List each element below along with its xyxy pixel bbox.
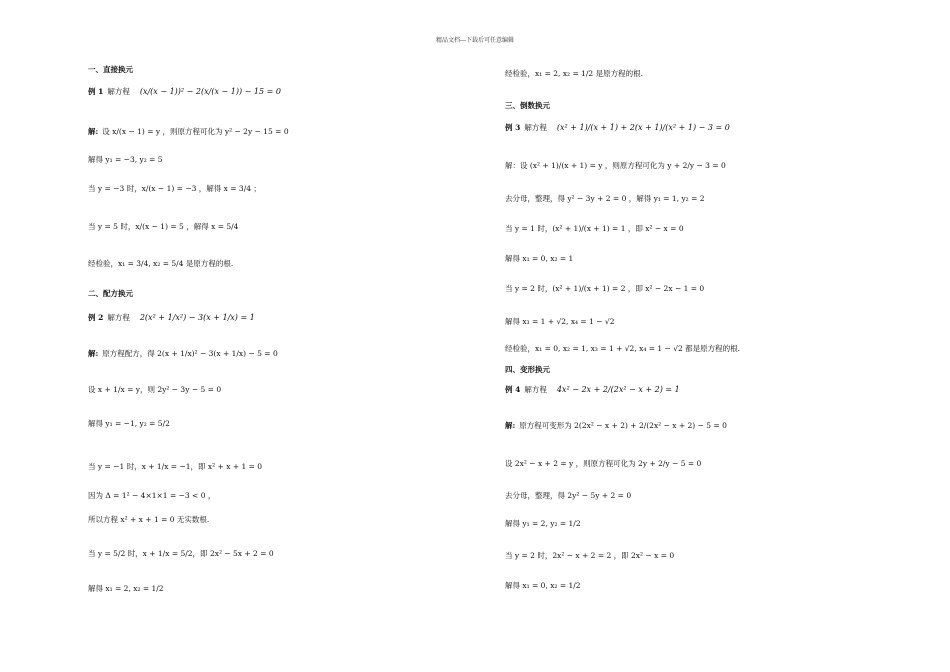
line-label: 例 4 bbox=[505, 385, 521, 395]
line-label: 解: bbox=[88, 349, 99, 358]
line-label: 解: bbox=[88, 127, 99, 136]
line-text: 当 y = 2 时，2x² − x + 2 = 2 ，即 2x² − x = 0 bbox=[505, 551, 675, 560]
solution-line bbox=[88, 223, 238, 231]
line-label: 例 3 bbox=[505, 123, 521, 133]
line-text: 原方程可变形为 2(2x² − x + 2) + 2/(2x² − x + 2) − 5 = 0 bbox=[519, 421, 727, 430]
solution-line bbox=[505, 460, 701, 468]
line-text: 所以方程 x² + x + 1 = 0 无实数根. bbox=[88, 515, 210, 524]
solution-line bbox=[88, 260, 233, 268]
line-text: 当 y = 1 时，(x² + 1)/(x + 1) = 1 ，即 x² − x = 0 bbox=[505, 224, 684, 233]
solution-line bbox=[88, 463, 262, 471]
example-line bbox=[88, 314, 258, 322]
equation: 4x² − 2x + 2/(2x² − x + 2) = 1 bbox=[556, 385, 680, 394]
solution-line bbox=[505, 70, 643, 78]
line-text: 当 y = −3 时，x/(x − 1) = −3 ，解得 x = 3/4 ； bbox=[88, 184, 261, 193]
line-label: 例 2 bbox=[88, 313, 104, 323]
section-heading bbox=[505, 366, 550, 374]
solution-line bbox=[88, 585, 164, 593]
section-heading bbox=[88, 66, 133, 74]
line-text: 解方程 bbox=[107, 87, 130, 97]
solution-line bbox=[88, 550, 274, 558]
line-text: 去分母，整理，得 2y² − 5y + 2 = 0 bbox=[505, 491, 632, 500]
line-text: 经检验，x₁ = 2, x₂ = 1/2 是原方程的根. bbox=[505, 69, 643, 78]
line-text: 解得 x₁ = 0, x₂ = 1 bbox=[505, 254, 574, 263]
line-text: 因为 Δ = 1² − 4×1×1 = −3 < 0 ， bbox=[88, 491, 216, 500]
example-line bbox=[505, 124, 733, 132]
solution-line bbox=[88, 156, 163, 164]
line-text: 解方程 bbox=[107, 313, 130, 323]
line-text: 当 y = 5/2 时，x + 1/x = 5/2，即 2x² − 5x + 2 = 0 bbox=[88, 549, 274, 558]
equation: (x² + 1)/(x + 1) + 2(x + 1)/(x² + 1) − 3 = 0 bbox=[556, 123, 730, 132]
solution-line bbox=[88, 492, 215, 500]
section-heading bbox=[505, 102, 550, 110]
solution-line bbox=[88, 386, 221, 394]
line-text: 三、倒数换元 bbox=[505, 101, 550, 110]
line-text: 解得 x₃ = 1 + √2, x₄ = 1 − √2 bbox=[505, 317, 615, 326]
line-label: 解: bbox=[505, 421, 516, 430]
line-text: 解得 x₁ = 0, x₂ = 1/2 bbox=[505, 581, 581, 590]
line-text: 一、直接换元 bbox=[88, 65, 133, 74]
solution-line bbox=[505, 345, 740, 353]
solution-line bbox=[505, 195, 705, 203]
line-text: 四、变形换元 bbox=[505, 365, 550, 374]
solution-line bbox=[505, 492, 631, 500]
example-line bbox=[88, 88, 284, 96]
solution-line bbox=[88, 350, 278, 358]
solution-line bbox=[505, 285, 704, 293]
solution-line bbox=[88, 128, 289, 136]
example-line bbox=[505, 386, 683, 394]
line-text: 解方程 bbox=[524, 123, 547, 133]
line-text: 去分母，整理，得 y² − 3y + 2 = 0 ，解得 y₁ = 1, y₂ = 2 bbox=[505, 194, 705, 203]
line-text: 解得 y₁ = −1, y₂ = 5/2 bbox=[88, 419, 170, 428]
line-text: 解得 y₁ = 2, y₂ = 1/2 bbox=[505, 519, 581, 528]
line-text: 二、配方换元 bbox=[88, 289, 133, 298]
solution-line bbox=[505, 520, 581, 528]
solution-line bbox=[88, 185, 261, 193]
solution-line bbox=[505, 422, 727, 430]
solution-line bbox=[505, 162, 726, 170]
solution-line bbox=[505, 552, 674, 560]
solution-line bbox=[505, 255, 573, 263]
line-label: 例 1 bbox=[88, 87, 104, 97]
line-text: 当 y = −1 时，x + 1/x = −1，即 x² + x + 1 = 0 bbox=[88, 462, 263, 471]
solution-line bbox=[505, 225, 684, 233]
section-heading bbox=[88, 290, 133, 298]
solution-line bbox=[88, 420, 170, 428]
solution-line bbox=[505, 582, 581, 590]
line-text: 经检验，x₁ = 0, x₂ = 1, x₃ = 1 + √2, x₄ = 1 − √2 都是原方程的根. bbox=[505, 344, 741, 353]
line-text: 设 x + 1/x = y，则 2y² − 3y − 5 = 0 bbox=[88, 385, 222, 394]
line-text: 解：设 (x² + 1)/(x + 1) = y ，则原方程可化为 y + 2/y − 3 = 0 bbox=[505, 161, 726, 170]
line-text: 经检验，x₁ = 3/4, x₂ = 5/4 是原方程的根. bbox=[88, 259, 234, 268]
solution-line bbox=[88, 516, 209, 524]
line-text: 设 x/(x − 1) = y ，则原方程可化为 y² − 2y − 15 = 0 bbox=[102, 127, 289, 136]
line-text: 设 2x² − x + 2 = y ，则原方程可化为 2y + 2/y − 5 = 0 bbox=[505, 459, 702, 468]
line-text: 解得 x₁ = 2, x₂ = 1/2 bbox=[88, 584, 164, 593]
equation: 2(x² + 1/x²) − 3(x + 1/x) = 1 bbox=[139, 313, 255, 322]
line-text: 当 y = 5 时，x/(x − 1) = 5 ，解得 x = 5/4 bbox=[88, 222, 239, 231]
line-text: 当 y = 2 时，(x² + 1)/(x + 1) = 2 ，即 x² − 2x − 1 = 0 bbox=[505, 284, 705, 293]
line-text: 解方程 bbox=[524, 385, 547, 395]
solution-line bbox=[505, 318, 614, 326]
line-text: 解得 y₁ = −3, y₂ = 5 bbox=[88, 155, 163, 164]
line-text: 原方程配方，得 2(x + 1/x)² − 3(x + 1/x) − 5 = 0 bbox=[102, 349, 278, 358]
equation: (x/(x − 1))² − 2(x/(x − 1)) − 15 = 0 bbox=[139, 87, 281, 96]
page-header: 精品文档---下载后可任意编辑 bbox=[435, 37, 515, 44]
